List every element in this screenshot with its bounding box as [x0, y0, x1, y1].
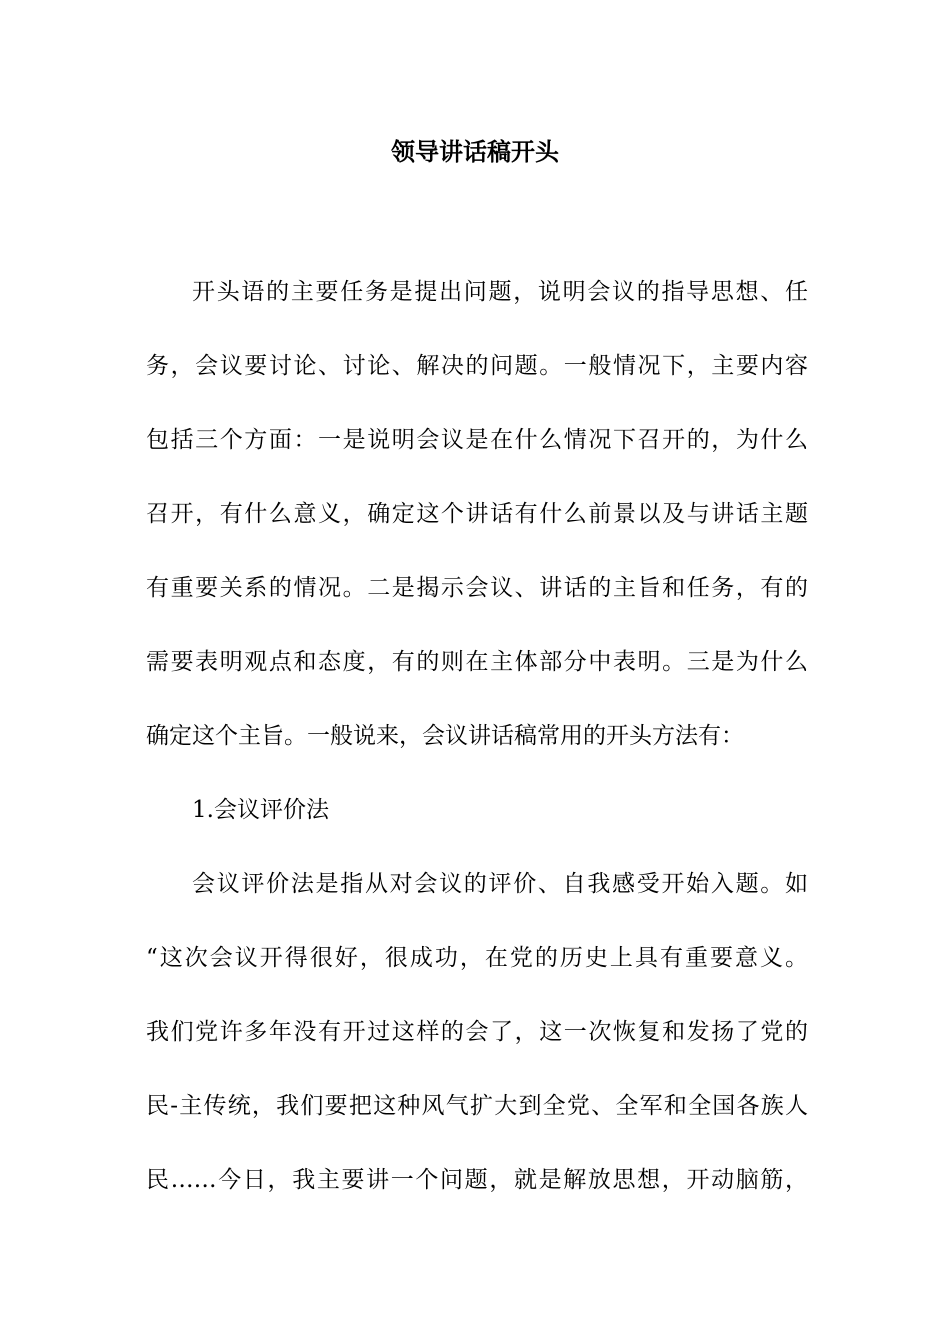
text-line: 民……今日，我主要讲一个问题，就是解放思想，开动脑筋， [146, 1167, 808, 1193]
text-line: 确定这个主旨。一般说来，会议讲话稿常用的开头方法有： [146, 723, 744, 749]
text-line: 需要表明观点和态度，有的则在主体部分中表明。三是为什么 [146, 649, 808, 675]
text-line: 包括三个方面：一是说明会议是在什么情况下召开的，为什么 [146, 427, 808, 453]
text-line: 务，会议要讨论、讨论、解决的问题。一般情况下，主要内容 [146, 353, 808, 379]
document-title: 领导讲话稿开头 [391, 138, 559, 166]
text-line: 会议评价法是指从对会议的评价、自我感受开始入题。如 [192, 871, 808, 897]
text-line: “这次会议开得很好，很成功，在党的历史上具有重要意义。 [146, 945, 808, 971]
text-line: 召开，有什么意义，确定这个讲话有什么前景以及与讲话主题 [146, 501, 808, 527]
document-body [146, 255, 808, 1217]
text-line: 我们党许多年没有开过这样的会了，这一次恢复和发扬了党的 [146, 1019, 808, 1045]
text-line: 有重要关系的情况。二是揭示会议、讲话的主旨和任务，有的 [146, 575, 808, 601]
text-line: 民-主传统，我们要把这种风气扩大到全党、全军和全国各族人 [146, 1093, 808, 1119]
text-line: 1.会议评价法 [192, 797, 329, 823]
text-line: 开头语的主要任务是提出问题，说明会议的指导思想、任 [192, 279, 808, 305]
